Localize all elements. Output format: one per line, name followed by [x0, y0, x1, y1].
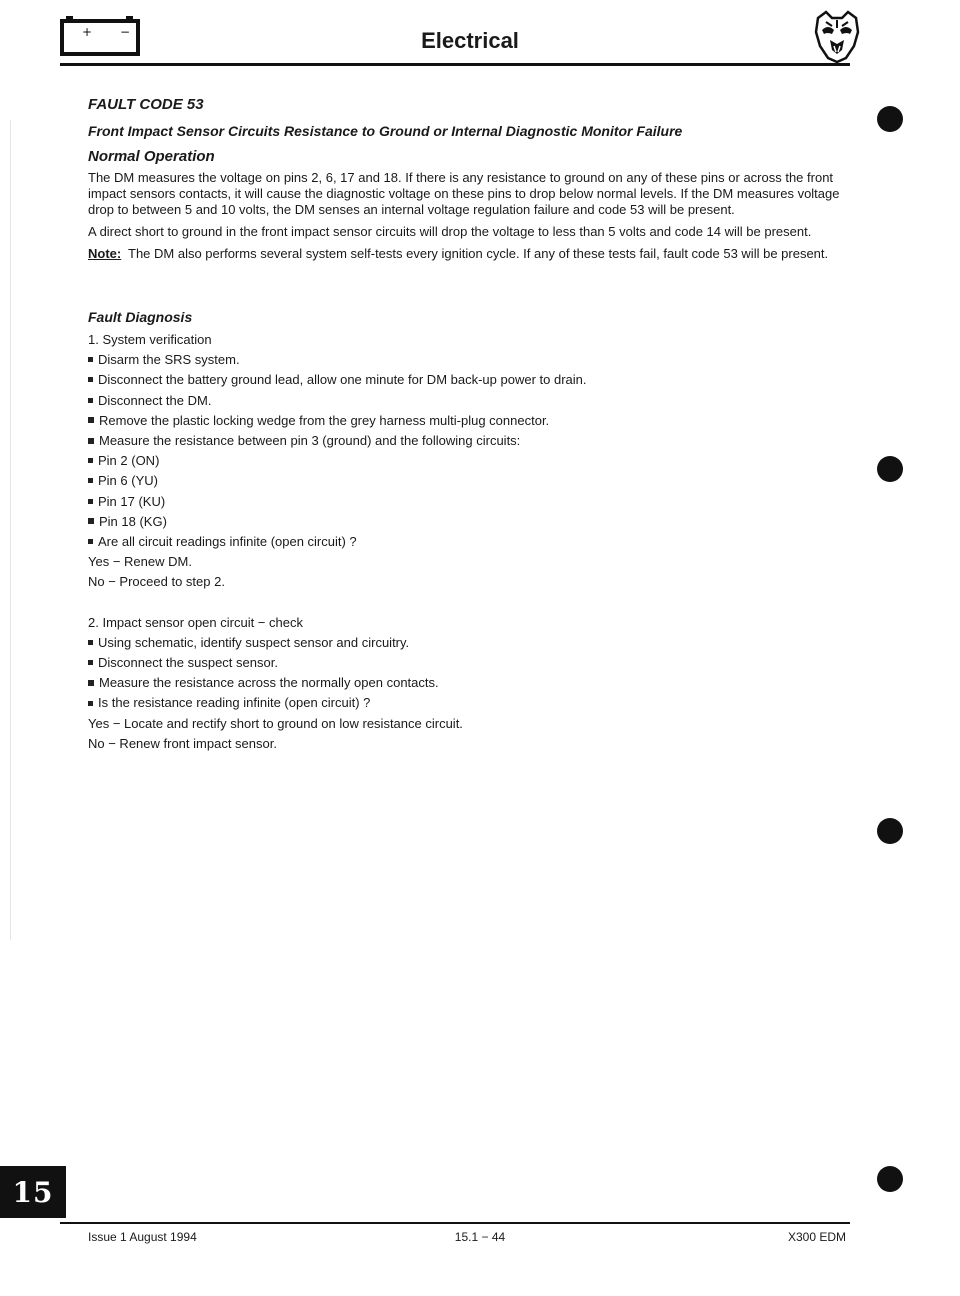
- list-item: [88, 693, 850, 713]
- note-label: Note:: [88, 246, 122, 261]
- square-bullet-icon: [88, 478, 93, 483]
- binder-hole-dot: [877, 1166, 903, 1192]
- fault-diagnosis-heading: Fault Diagnosis: [88, 309, 193, 325]
- list-item-text: Pin 18 (KG): [99, 513, 167, 529]
- list-item-text: Disconnect the suspect sensor.: [98, 655, 278, 671]
- list-item-text: Is the resistance reading infinite (open circuit) ?: [98, 695, 371, 711]
- list-item: [88, 512, 850, 532]
- list-item: [88, 431, 850, 451]
- list-item-text: 1. System verification: [88, 332, 212, 347]
- page-content: [88, 96, 850, 754]
- square-bullet-icon: [88, 377, 93, 382]
- list-item: [88, 633, 850, 653]
- footer-rule: [60, 1222, 850, 1224]
- list-item: [88, 572, 850, 592]
- section-tab: 15: [0, 1166, 66, 1218]
- list-item: [88, 350, 850, 370]
- list-item-text: Using schematic, identify suspect sensor and circuitry.: [98, 634, 410, 650]
- square-bullet-icon: [88, 458, 93, 463]
- list-item: [88, 653, 850, 673]
- list-item-text: No − Proceed to step 2.: [88, 574, 225, 590]
- square-bullet-icon: [88, 660, 93, 665]
- list-item: [88, 734, 850, 754]
- list-item-text: Yes − Renew DM.: [88, 554, 192, 570]
- battery-minus: −: [120, 25, 131, 39]
- list-item-text: Disarm the SRS system.: [98, 352, 240, 368]
- footer-issue: Issue 1 August 1994: [88, 1230, 197, 1244]
- list-item: [88, 370, 850, 390]
- list-item-text: Remove the plastic locking wedge from the grey harness multi-plug connector.: [99, 412, 550, 428]
- header-rule: [60, 63, 850, 66]
- bullet-icon: [88, 680, 94, 686]
- binder-hole-dot: [877, 456, 903, 482]
- list-item: [88, 451, 850, 471]
- binder-hole-dot: [877, 106, 903, 132]
- normal-operation-heading: Normal Operation: [88, 148, 215, 165]
- margin-line: [10, 120, 11, 940]
- list-item-text: Disconnect the battery ground lead, allow one minute for DM back-up power to drain.: [98, 372, 587, 388]
- binder-hole-dot: [877, 818, 903, 844]
- list-item: [88, 552, 850, 572]
- list-item-text: Yes − Locate and rectify short to ground on low resistance circuit.: [88, 715, 463, 731]
- square-bullet-icon: [88, 357, 93, 362]
- footer-page-number: 15.1 − 44: [454, 1230, 506, 1244]
- note: [88, 246, 850, 262]
- list-item: [88, 532, 850, 552]
- list-item-text: No − Renew front impact sensor.: [88, 735, 277, 751]
- list-item: [88, 411, 850, 431]
- list-item-text: Disconnect the DM.: [98, 392, 212, 408]
- square-bullet-icon: [88, 539, 93, 544]
- list-item-text: Pin 6 (YU): [98, 473, 158, 489]
- bullet-icon: [88, 417, 94, 423]
- list-item: [88, 673, 850, 693]
- square-bullet-icon: [88, 640, 93, 645]
- battery-plus: +: [82, 25, 93, 39]
- list-item: [88, 714, 850, 734]
- list-item-text: Measure the resistance between pin 3 (ground) and the following circuits:: [99, 433, 521, 449]
- bullet-icon: [88, 438, 94, 444]
- list-item-text: Are all circuit readings infinite (open circuit) ?: [98, 534, 357, 550]
- note-text: The DM also performs several system self-tests every ignition cycle. If any of these tests fail, fault code 53 will be present.: [128, 246, 829, 261]
- list-item-text: Pin 2 (ON): [98, 453, 160, 469]
- list-item: [88, 613, 850, 633]
- step-2-list: [88, 613, 850, 754]
- fault-subtitle: Front Impact Sensor Circuits Resistance to Ground or Internal Diagnostic Monitor Failure: [88, 123, 683, 139]
- list-item: [88, 471, 850, 491]
- list-item: [88, 492, 850, 512]
- list-item: [88, 391, 850, 411]
- square-bullet-icon: [88, 499, 93, 504]
- short-to-ground-paragraph: A direct short to ground in the front impact sensor circuits will drop the voltage to less than 5 volts and code 14 will be present.: [88, 224, 812, 239]
- step-1-list: [88, 330, 850, 593]
- square-bullet-icon: [88, 701, 93, 706]
- page-title: Electrical: [421, 28, 519, 53]
- list-item-text: 2. Impact sensor open circuit − check: [88, 614, 303, 630]
- bullet-icon: [88, 518, 94, 524]
- square-bullet-icon: [88, 398, 93, 403]
- list-item: [88, 330, 850, 350]
- list-item-text: Measure the resistance across the normally open contacts.: [99, 675, 439, 691]
- list-item-text: Pin 17 (KU): [98, 493, 166, 509]
- footer-doc-id: X300 EDM: [787, 1230, 846, 1244]
- normal-operation-paragraph: The DM measures the voltage on pins 2, 6, 17 and 18. If there is any resistance to ground on any of these pins or across the front impact sensors contacts, it will cause the diagnostic voltage on these pins to drop below normal levels. If the DM measures voltage drop to between 5 and 10 volts, the DM senses an internal voltage regulation failure and code 53 will be present.: [88, 170, 840, 217]
- fault-code-title: FAULT CODE 53: [88, 96, 204, 113]
- jaguar-logo-icon: [812, 10, 862, 64]
